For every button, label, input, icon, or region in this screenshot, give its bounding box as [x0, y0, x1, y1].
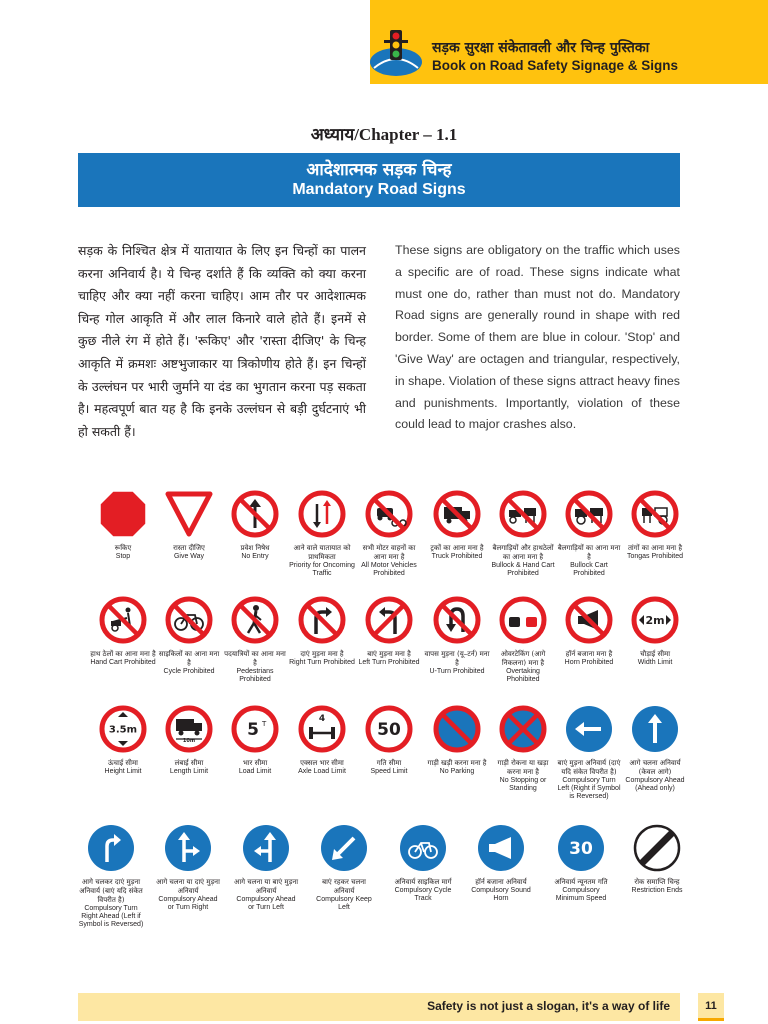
header-white-area [0, 0, 370, 84]
svg-text:T: T [262, 720, 267, 728]
compulsory-ahead-icon [631, 705, 679, 753]
sign-label-english: No Stopping or Standing [499, 777, 547, 792]
section-title-hindi: आदेशात्मक सड़क चिन्ह [306, 160, 452, 180]
svg-text:3.5m: 3.5m [108, 724, 138, 736]
speed-limit-icon [365, 705, 413, 753]
sign-load-limit [222, 705, 288, 776]
sign-bullock-hand-cart-prohibited [490, 490, 556, 578]
intro-paragraph-english: These signs are obligatory on the traffic which uses a specific are of road. These signs indicate what must one do, rather than must not do. Mandatory Road signs are generally round in shape with red border. Some of them are blue in colour. 'Stop' and 'Give Way' are octagen and triangular, respectively, in shape. Violation of these signs attract heavy fines and punishments. Importantly, violation of these could lead to major crashes also. [395, 243, 680, 432]
chapter-heading: अध्याय/Chapter – 1.1 [310, 125, 458, 144]
sign-label-hindi: आगे चलना या दाएं मुड़ना अनिवार्य [156, 878, 220, 895]
sign-label-english: Priority for Oncoming Traffic [289, 562, 355, 577]
motor-vehicles-prohibited-icon [365, 490, 413, 538]
sign-label-hindi: रोक समाप्ति चिन्ह [634, 878, 680, 886]
sign-label-hindi: प्रवेश निषेध [240, 544, 270, 552]
sign-label-hindi: बाएं मुड़ना मना है [367, 650, 411, 658]
sign-bullock-cart-prohibited [556, 490, 622, 578]
sign-label-english: Compulsory Ahead or Turn Left [236, 896, 296, 911]
sign-tongas-prohibited [622, 490, 688, 561]
sign-speed-limit [356, 705, 422, 776]
sign-label-english: Compulsory Turn Left (Right if Symbol is Reversed) [557, 777, 621, 800]
sign-compulsory-sound-horn [468, 824, 534, 903]
sign-compulsory-turn-right-ahead [78, 824, 144, 929]
sign-label-english: Bullock Cart Prohibited [570, 562, 608, 577]
no-parking-icon [433, 705, 481, 753]
cycle-prohibited-icon [165, 596, 213, 644]
compulsory-turn-left-icon [565, 705, 613, 753]
intro-paragraph-hindi: सड़क के निश्चित क्षेत्र में यातायात के लिए इन चिन्हों का पालन करना अनिवार्य है। ये चिन्ह दर्शाते हैं कि व्यक्ति को क्या करना चाहिए और क्या नहीं करना चाहिए। आम तौर पर आदेशात्मक चिन्ह गोल आकृति में और लाल किनारे वाले होते हैं। इनमें से कुछ नीले रंग में होते हैं। 'रूकिए' और 'रास्ता दीजिए' के चिन्ह आकृति में क्रमशः अष्टभुजाकार या त्रिकोणीय होते हैं। इन चिन्हों के उल्लंघन पर भारी जुर्माने या दंड का भुगतान करना पड़ सकता है। महत्वपूर्ण बात यह है कि इनके उल्लंघन से बड़ी दुर्घटनाएं भी हो सकती हैं। [78, 243, 366, 439]
sign-label-english: Horn Prohibited [564, 659, 614, 666]
sign-axle-load-limit [289, 705, 355, 776]
sign-label-english: Bullock & Hand Cart Prohibited [491, 562, 555, 577]
sign-label-hindi: एक्सल भार सीमा [300, 759, 344, 767]
axle-load-limit-icon [298, 705, 346, 753]
section-title-band [78, 153, 680, 207]
sign-height-limit [90, 705, 156, 776]
sign-label-english: Height Limit [104, 768, 142, 775]
sign-label-hindi: गति सीमा [376, 759, 402, 767]
sign-label-english: No Parking [439, 768, 475, 775]
sign-label-hindi: बैलगाड़ियों और हाथठेलों का आना मना है [492, 544, 554, 561]
footer-band [78, 993, 680, 1021]
sign-u-turn-prohibited [424, 596, 490, 676]
compulsory-minimum-speed-icon [557, 824, 605, 872]
sign-label-hindi: बाएं रहकर चलना अनिवार्य [322, 878, 366, 895]
sign-label-english: Compulsory Ahead (Ahead only) [625, 777, 685, 792]
sign-label-hindi: हॉर्न बजाना अनिवार्य [475, 878, 527, 886]
sign-label-english: Compulsory Ahead or Turn Right [158, 896, 218, 911]
sign-label-english: Length Limit [169, 768, 209, 775]
sign-label-hindi: गाड़ी खड़ी करना मना है [427, 759, 487, 767]
sign-restriction-ends [624, 824, 690, 895]
header-title-hindi: सड़क सुरक्षा संकेतावली और चिन्ह पुस्तिका [432, 40, 650, 56]
sign-label-english: Compulsory Turn Right Ahead (Left if Symbol is Reversed) [78, 905, 144, 928]
sign-priority-oncoming [289, 490, 355, 578]
section-title-english: Mandatory Road Signs [292, 181, 466, 198]
sign-no-stopping [490, 705, 556, 793]
sign-compulsory-turn-left [556, 705, 622, 801]
u-turn-prohibited-icon [433, 596, 481, 644]
sign-label-hindi: ऊंचाई सीमा [108, 759, 138, 767]
sign-compulsory-cycle-track [390, 824, 456, 903]
sign-label-hindi: लंबाई सीमा [174, 759, 204, 767]
sign-label-english: Load Limit [238, 768, 272, 775]
compulsory-keep-left-icon [320, 824, 368, 872]
sign-label-english: Compulsory Cycle Track [394, 887, 452, 902]
sign-label-hindi: आगे चलना या बाएं मुड़ना अनिवार्य [233, 878, 299, 895]
sign-compulsory-ahead [622, 705, 688, 793]
sign-overtaking-prohibited [490, 596, 556, 684]
svg-text:30: 30 [569, 839, 593, 859]
truck-prohibited-icon [433, 490, 481, 538]
sign-label-english: Compulsory Sound Horn [471, 887, 531, 902]
sign-label-hindi: बैलगाड़ियों का आना मना है [557, 544, 621, 561]
svg-text:50: 50 [377, 720, 401, 741]
sign-label-hindi: बाएं मुड़ना अनिवार्य (दाएं यदि संकेत विपरीत है) [557, 759, 621, 776]
sign-label-hindi: रास्ता दीजिए [173, 544, 205, 552]
sign-label-hindi: दाएं मुड़ना मना है [300, 650, 344, 658]
sign-label-english: Left Turn Prohibited [358, 659, 420, 666]
sign-label-hindi: आगे चलकर दाएं मुड़ना अनिवार्य (बाएं यदि संकेत विपरीत है) [79, 878, 143, 904]
sign-no-parking [424, 705, 490, 776]
length-limit-icon [165, 705, 213, 753]
compulsory-sound-horn-icon [477, 824, 525, 872]
sign-label-english: Cycle Prohibited [163, 668, 215, 675]
sign-label-english: Stop [115, 553, 131, 560]
left-turn-prohibited-icon [365, 596, 413, 644]
svg-text:4: 4 [318, 714, 326, 724]
sign-label-hindi: अनिवार्य साइकिल मार्ग [394, 878, 452, 886]
svg-text:5: 5 [247, 720, 259, 740]
sign-label-hindi: रूकिए [114, 544, 132, 552]
sign-pedestrians-prohibited [222, 596, 288, 684]
right-turn-prohibited-icon [298, 596, 346, 644]
sign-left-turn-prohibited [356, 596, 422, 667]
sign-horn-prohibited [556, 596, 622, 667]
sign-no-entry [222, 490, 288, 561]
sign-length-limit [156, 705, 222, 776]
no-entry-icon [231, 490, 279, 538]
horn-prohibited-icon [565, 596, 613, 644]
sign-label-hindi: हॉर्न बजाना मना है [565, 650, 613, 658]
pedestrians-prohibited-icon [231, 596, 279, 644]
sign-label-hindi: भार सीमा [242, 759, 268, 767]
restriction-ends-icon [633, 824, 681, 872]
sign-label-english: Tongas Prohibited [626, 553, 684, 560]
sign-label-english: Give Way [173, 553, 205, 560]
sign-label-hindi: आगे चलना अनिवार्य (केवल आगे) [629, 759, 681, 776]
sign-label-hindi: वापस मुड़ना (यू–टर्न) मना है [424, 650, 490, 667]
sign-label-english: Right Turn Prohibited [289, 659, 355, 666]
compulsory-turn-right-ahead-icon [87, 824, 135, 872]
sign-label-hindi: तांगों का आना मना है [627, 544, 683, 552]
footer-slogan: Safety is not just a slogan, it's a way of life [427, 999, 670, 1013]
compulsory-ahead-or-right-icon [164, 824, 212, 872]
page-number-underline [698, 1018, 724, 1021]
bullock-cart-prohibited-icon [565, 490, 613, 538]
sign-motor-vehicles-prohibited [356, 490, 422, 578]
height-limit-icon [99, 705, 147, 753]
sign-stop-octagon [90, 490, 156, 561]
give-way-triangle-icon [165, 490, 213, 538]
load-limit-icon [231, 705, 279, 753]
sign-give-way-triangle [156, 490, 222, 561]
sign-label-english: Compulsory Keep Left [316, 896, 372, 911]
sign-compulsory-keep-left [311, 824, 377, 912]
sign-truck-prohibited [424, 490, 490, 561]
sign-label-english: Restriction Ends [631, 887, 683, 894]
compulsory-ahead-or-left-icon [242, 824, 290, 872]
sign-label-hindi: सभी मोटर वाहनों का आना मना है [362, 544, 416, 561]
sign-label-hindi: ओवरटेकिंग (आगे निकलना) मना है [500, 650, 546, 667]
sign-label-english: U-Turn Prohibited [429, 668, 485, 675]
sign-compulsory-ahead-or-right [155, 824, 221, 912]
page-number-box [698, 993, 724, 1021]
header-title-english: Book on Road Safety Signage & Signs [432, 58, 679, 73]
bullock-hand-cart-prohibited-icon [499, 490, 547, 538]
sign-compulsory-ahead-or-left [233, 824, 299, 912]
compulsory-cycle-track-icon [399, 824, 447, 872]
traffic-light-logo-icon [368, 28, 424, 78]
sign-label-english: Width Limit [637, 659, 673, 666]
sign-label-english: Truck Prohibited [431, 553, 483, 560]
tongas-prohibited-icon [631, 490, 679, 538]
sign-label-hindi: आने वाले यातायात को प्राथमिकता [293, 544, 351, 561]
sign-label-english: Overtaking Phohibited [506, 668, 540, 683]
sign-label-english: Speed Limit [370, 768, 408, 775]
sign-label-hindi: चौड़ाई सीमा [639, 650, 671, 658]
sign-label-english: Axle Load Limit [298, 768, 346, 775]
sign-compulsory-minimum-speed [548, 824, 614, 903]
sign-label-hindi: गाड़ी रोकना या खड़ा करना मना है [497, 759, 549, 776]
stop-octagon-icon [99, 490, 147, 538]
overtaking-prohibited-icon [499, 596, 547, 644]
page-number: 11 [705, 1000, 717, 1012]
sign-right-turn-prohibited [289, 596, 355, 667]
sign-label-hindi: हाथ ठेलों का आना मना है [90, 650, 156, 658]
sign-label-hindi: ट्रकों का आना मना है [430, 544, 484, 552]
sign-label-hindi: अनिवार्य न्यूनतम गति [554, 878, 608, 886]
priority-oncoming-icon [298, 490, 346, 538]
svg-text:10m: 10m [182, 738, 196, 744]
sign-label-english: Pedestrians Prohibited [236, 668, 274, 683]
sign-label-english: Compulsory Minimum Speed [555, 887, 607, 902]
sign-label-english: Hand Cart Prohibited [90, 659, 156, 666]
sign-label-hindi: पदयात्रियों का आना मना है [224, 650, 286, 667]
sign-label-english: All Motor Vehicles Prohibited [361, 562, 417, 577]
sign-label-english: No Entry [241, 553, 269, 560]
no-stopping-icon [499, 705, 547, 753]
width-limit-icon [631, 596, 679, 644]
hand-cart-prohibited-icon [99, 596, 147, 644]
sign-cycle-prohibited [156, 596, 222, 676]
sign-width-limit [622, 596, 688, 667]
sign-hand-cart-prohibited [90, 596, 156, 667]
svg-text:2m: 2m [645, 613, 665, 627]
sign-label-hindi: साइकिलों का आना मना है [158, 650, 220, 667]
